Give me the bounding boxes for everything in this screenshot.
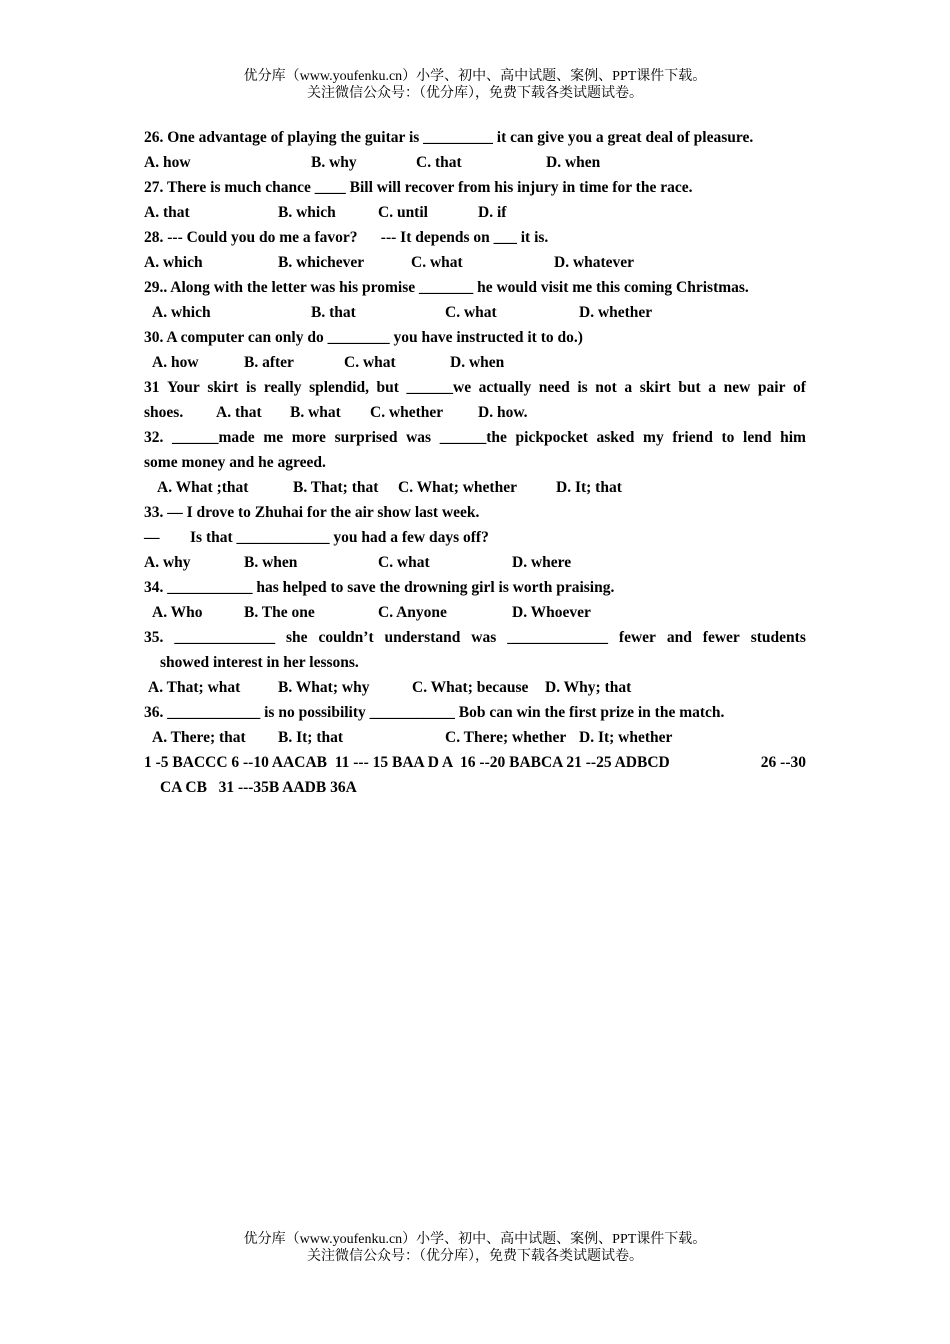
option-a: A. why — [144, 554, 191, 571]
question-35-options — [144, 675, 806, 700]
stem-word: not — [595, 379, 617, 396]
stem-word: she — [286, 629, 308, 646]
option-c: C. what — [411, 254, 463, 271]
stem-word: ______the — [439, 429, 507, 446]
question-list — [144, 125, 806, 800]
option-c: C. what — [378, 554, 430, 571]
option-a: A. how — [152, 354, 199, 371]
option-a: A. That; what — [148, 679, 241, 696]
option-d: D. whether — [579, 304, 653, 321]
option-a: A. There; that — [152, 729, 246, 746]
question-28-options — [144, 250, 806, 275]
stem-word: but — [376, 379, 399, 396]
dialogue-dash: — — [144, 529, 160, 546]
option-c: C. until — [378, 204, 428, 221]
option-d: D. where — [512, 554, 572, 571]
option-b: B. that — [311, 304, 356, 321]
option-c: C. There; whether — [445, 729, 567, 746]
question-36-stem: 36. ____________ is no possibility ___________ Bob can win the first prize in the match. — [144, 704, 725, 721]
stem-word: 35. — [144, 629, 164, 646]
option-c: C. whether — [370, 404, 444, 421]
stem-word: Your — [167, 379, 200, 396]
stem-word: my — [643, 429, 664, 446]
option-c: C. What; because — [412, 679, 529, 696]
option-a: A. that — [144, 204, 190, 221]
option-b: B. why — [311, 154, 357, 171]
option-a: A. which — [144, 254, 203, 271]
option-d: D. whatever — [554, 254, 635, 271]
option-b: B. The one — [244, 604, 315, 621]
stem-word: new — [723, 379, 751, 396]
header-line-1: 优分库（www.youfenku.cn）小学、初中、高中试题、案例、PPT课件下载。 — [243, 69, 707, 84]
stem-word: me — [263, 429, 284, 446]
stem-word: students — [750, 629, 806, 646]
stem-word: really — [263, 379, 302, 396]
option-b: B. That; that — [293, 479, 379, 496]
question-32-stem-end: some money and he agreed. — [144, 454, 326, 471]
stem-word: skirt — [207, 379, 239, 396]
option-a: A. that — [216, 404, 262, 421]
stem-word: was — [471, 629, 497, 646]
stem-word: to — [721, 429, 735, 446]
stem-word: ______made — [172, 429, 255, 446]
stem-word: lend — [743, 429, 772, 446]
stem-word: and — [666, 629, 692, 646]
stem-word: couldn’t — [318, 629, 374, 646]
header-line-2: 关注微信公众号：（优分库），免费下载各类试题试卷。 — [307, 86, 643, 101]
question-27-options — [144, 200, 806, 225]
question-31-options — [144, 400, 806, 425]
stem-word: surprised — [334, 429, 398, 446]
stem-word: pickpocket — [515, 429, 588, 446]
question-34-stem: 34. ___________ has helped to save the drowning girl is worth praising. — [144, 579, 615, 596]
stem-word: understand — [384, 629, 461, 646]
option-d: D. It; whether — [579, 729, 673, 746]
option-a: A. which — [152, 304, 211, 321]
option-d: D. Whoever — [512, 604, 591, 621]
footer-line-2: 关注微信公众号：（优分库），免费下载各类试题试卷。 — [307, 1249, 643, 1264]
stem-word: fewer — [702, 629, 740, 646]
question-29-options — [144, 300, 806, 325]
option-c: C. what — [445, 304, 497, 321]
stem-word: was — [406, 429, 432, 446]
answer-key-tail: 26 --30 — [760, 754, 806, 771]
option-c: C. what — [344, 354, 396, 371]
question-35-stem — [144, 625, 806, 650]
question-31-stem-end: shoes. — [144, 404, 184, 421]
stem-word: a — [708, 379, 717, 396]
stem-word: need — [538, 379, 570, 396]
question-36-options — [144, 725, 806, 750]
stem-word: skirt — [639, 379, 671, 396]
question-33-reply — [144, 525, 806, 550]
option-d: D. how. — [478, 404, 528, 421]
question-35-stem-end: showed interest in her lessons. — [160, 654, 359, 671]
page-footer — [0, 1231, 950, 1265]
stem-word: fewer — [618, 629, 656, 646]
answer-key-line-2: CA CB 31 ---35B AADB 36A — [160, 779, 357, 796]
question-30-stem: 30. A computer can only do ________ you have instructed it to do.) — [144, 329, 583, 346]
option-c: C. that — [416, 154, 462, 171]
question-26-options — [144, 150, 806, 175]
option-b: B. which — [278, 204, 336, 221]
stem-word: 32. — [144, 429, 164, 446]
stem-word: him — [780, 429, 806, 446]
question-29-stem: 29.. Along with the letter was his promise _______ he would visit me this coming Christmas. — [144, 279, 749, 296]
option-d: D. Why; that — [545, 679, 632, 696]
stem-word: a — [624, 379, 633, 396]
stem-word: of — [793, 379, 806, 396]
stem-word: is — [245, 379, 257, 396]
stem-word: is — [577, 379, 588, 396]
question-34-options — [144, 600, 806, 625]
option-d: D. It; that — [556, 479, 622, 496]
question-33-stem: 33. — I drove to Zhuhai for the air show last week. — [144, 504, 480, 521]
option-a: A. Who — [152, 604, 203, 621]
footer-line-1: 优分库（www.youfenku.cn）小学、初中、高中试题、案例、PPT课件下载。 — [243, 1232, 707, 1247]
question-26-stem: 26. One advantage of playing the guitar is _________ it can give you a great deal of pleasure. — [144, 129, 754, 146]
stem-word: splendid, — [309, 379, 369, 396]
stem-word: _____________ — [174, 629, 276, 646]
page-header — [0, 68, 950, 102]
stem-word: pair — [757, 379, 786, 396]
stem-word: actually — [478, 379, 532, 396]
question-32-options — [144, 475, 806, 500]
option-d: D. when — [546, 154, 601, 171]
stem-word: 31 — [144, 379, 160, 396]
option-a: A. how — [144, 154, 191, 171]
question-31-stem — [144, 375, 806, 400]
stem-word: more — [291, 429, 326, 446]
option-a: A. What ;that — [157, 479, 249, 496]
question-28-stem: 28. --- Could you do me a favor? --- It depends on ___ it is. — [144, 229, 549, 246]
question-32-stem — [144, 425, 806, 450]
answer-key-main: 1 -5 BACCC 6 --10 AACAB 11 --- 15 BAA D A 16 --20 BABCA 21 --25 ADBCD — [144, 754, 670, 771]
option-b: B. What; why — [278, 679, 370, 696]
option-b: B. It; that — [278, 729, 344, 746]
option-b: B. whichever — [278, 254, 365, 271]
stem-word: friend — [672, 429, 713, 446]
option-b: B. when — [244, 554, 298, 571]
question-33-options — [144, 550, 806, 575]
option-b: B. what — [290, 404, 341, 421]
question-27-stem: 27. There is much chance ____ Bill will recover from his injury in time for the race. — [144, 179, 693, 196]
stem-word: but — [678, 379, 701, 396]
option-b: B. after — [244, 354, 294, 371]
stem-word: asked — [596, 429, 635, 446]
option-c: C. Anyone — [378, 604, 447, 621]
stem-word: ______we — [406, 379, 472, 396]
option-c: C. What; whether — [398, 479, 517, 496]
question-30-options — [144, 350, 806, 375]
option-d: D. if — [478, 204, 507, 221]
answer-key-line-1 — [144, 750, 806, 775]
reply-text: Is that ____________ you had a few days off? — [190, 529, 489, 546]
option-d: D. when — [450, 354, 505, 371]
stem-word: _____________ — [507, 629, 608, 646]
